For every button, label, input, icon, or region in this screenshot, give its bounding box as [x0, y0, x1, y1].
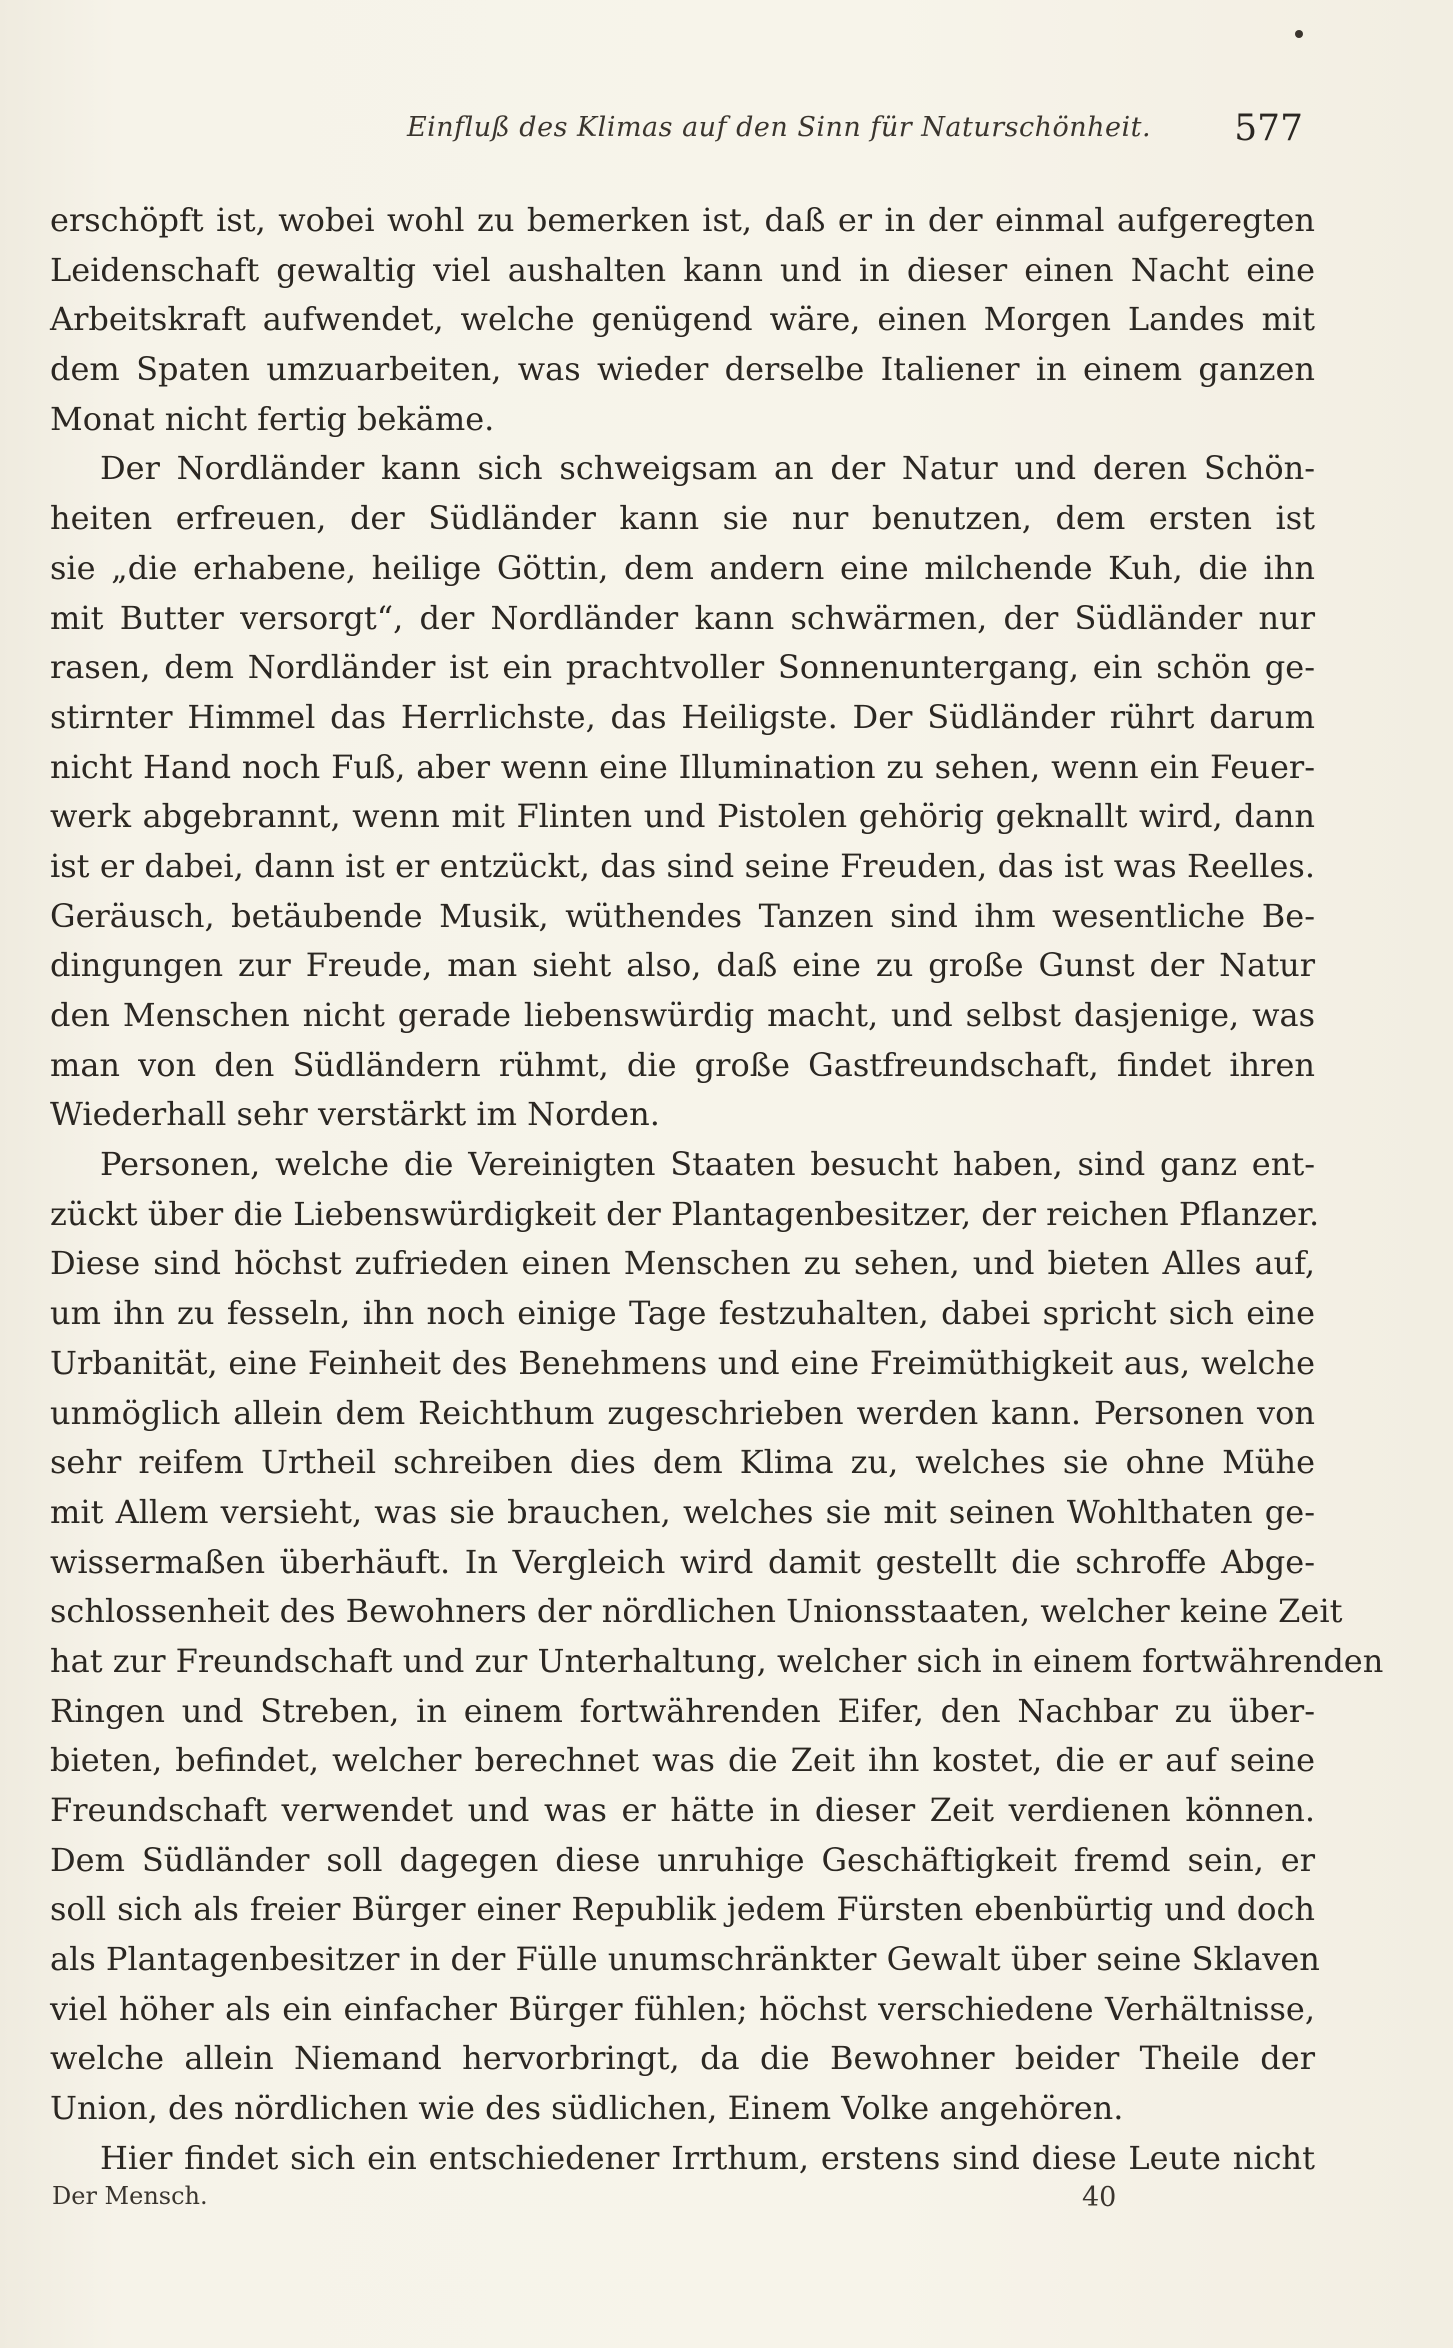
text-line: schlossenheit des Bewohners der nördlichen Unionsstaaten, welcher keine Zeit — [50, 1592, 1343, 1631]
running-title: Einfluß des Klimas auf den Sinn für Naturschönheit. — [406, 112, 1152, 143]
text-line: zückt über die Liebenswürdigkeit der Plantagenbesitzer, der reichen Pflanzer. — [50, 1194, 1320, 1233]
text-line: Urbanität, eine Feinheit des Benehmens und eine Freimüthigkeit aus, welche — [50, 1343, 1315, 1382]
text-line: Personen, welche die Vereinigten Staaten besucht haben, sind ganz ent- — [100, 1145, 1315, 1184]
text-line: dem Spaten umzuarbeiten, was wieder derselbe Italiener in einem ganzen — [50, 350, 1315, 389]
page-footer — [52, 2182, 1117, 2222]
text-line: Geräusch, betäubende Musik, wüthendes Tanzen sind ihm wesentliche Be- — [50, 896, 1315, 935]
text-line: bieten, befindet, welcher berechnet was die Zeit ihn kostet, die er auf seine — [50, 1741, 1315, 1780]
text-line: sehr reifem Urtheil schreiben dies dem Klima zu, welches sie ohne Mühe — [50, 1443, 1315, 1482]
text-line: nicht Hand noch Fuß, aber wenn eine Illumination zu sehen, wenn ein Feuer- — [50, 747, 1315, 786]
text-line: stirnter Himmel das Herrlichste, das Heiligste. Der Südländer rührt darum — [50, 697, 1315, 736]
text-line: mit Allem versieht, was sie brauchen, welches sie mit seinen Wohlthaten ge- — [50, 1492, 1315, 1531]
text-line: um ihn zu fesseln, ihn noch einige Tage festzuhalten, dabei spricht sich eine — [50, 1294, 1315, 1333]
text-line: heiten erfreuen, der Südländer kann sie nur benutzen, dem ersten ist — [50, 499, 1315, 538]
ink-dot — [1295, 30, 1303, 38]
text-line: Monat nicht fertig bekäme. — [50, 399, 495, 438]
sheet-number: 40 — [1082, 2182, 1117, 2213]
text-line: dingungen zur Freude, man sieht also, daß eine zu große Gunst der Natur — [50, 946, 1315, 985]
text-line: ist er dabei, dann ist er entzückt, das sind seine Freuden, das ist was Reelles. — [50, 846, 1315, 885]
text-line: hat zur Freundschaft und zur Unterhaltung, welcher sich in einem fortwährenden — [50, 1641, 1384, 1680]
text-line: mit Butter versorgt“, der Nordländer kann schwärmen, der Südländer nur — [50, 598, 1315, 637]
text-line: werk abgebrannt, wenn mit Flinten und Pistolen gehörig geknallt wird, dann — [50, 797, 1315, 836]
signature-mark: Der Mensch. — [52, 2182, 208, 2210]
text-line: unmöglich allein dem Reichthum zugeschrieben werden kann. Personen von — [50, 1393, 1315, 1432]
text-line: Diese sind höchst zufrieden einen Menschen zu sehen, und bieten Alles auf, — [50, 1244, 1315, 1283]
text-line: Hier findet sich ein entschiedener Irrthum, erstens sind diese Leute nicht — [100, 2138, 1315, 2177]
text-line: Ringen und Streben, in einem fortwährenden Eifer, den Nachbar zu über- — [50, 1691, 1315, 1730]
text-line: Union, des nördlichen wie des südlichen, Einem Volke angehören. — [50, 2089, 1124, 2128]
text-line: viel höher als ein einfacher Bürger fühlen; höchst verschiedene Verhältnisse, — [50, 1989, 1315, 2028]
text-line: Leidenschaft gewaltig viel aushalten kann und in dieser einen Nacht eine — [50, 250, 1315, 289]
text-line: erschöpft ist, wobei wohl zu bemerken ist, daß er in der einmal aufgeregten — [50, 201, 1315, 239]
text-line: soll sich als freier Bürger einer Republik jedem Fürsten ebenbürtig und doch — [50, 1890, 1315, 1929]
text-line: man von den Südländern rühmt, die große Gastfreundschaft, findet ihren — [50, 1045, 1315, 1084]
text-line: den Menschen nicht gerade liebenswürdig macht, und selbst dasjenige, was — [50, 996, 1315, 1034]
text-line: Dem Südländer soll dagegen diese unruhige Geschäftigkeit fremd sein, er — [50, 1840, 1315, 1879]
text-line: welche allein Niemand hervorbringt, da die Bewohner beider Theile der — [50, 2039, 1315, 2078]
page-number: 577 — [1234, 108, 1303, 149]
text-line: Freundschaft verwendet und was er hätte in dieser Zeit verdienen können. — [50, 1791, 1315, 1829]
text-line: Arbeitskraft aufwendet, welche genügend wäre, einen Morgen Landes mit — [50, 300, 1315, 339]
text-line: sie „die erhabene, heilige Göttin, dem andern eine milchende Kuh, die ihn — [50, 548, 1315, 587]
text-line: als Plantagenbesitzer in der Fülle unumschränkter Gewalt über seine Sklaven — [50, 1940, 1320, 1979]
running-head — [255, 108, 1303, 152]
text-line: Der Nordländer kann sich schweigsam an der Natur und deren Schön- — [100, 449, 1315, 488]
text-line: Wiederhall sehr verstärkt im Norden. — [50, 1095, 660, 1134]
text-line: rasen, dem Nordländer ist ein prachtvoller Sonnenuntergang, ein schön ge- — [50, 648, 1315, 687]
body-text — [50, 196, 1384, 2184]
text-line: wissermaßen überhäuft. In Vergleich wird damit gestellt die schroffe Abge- — [50, 1542, 1315, 1581]
